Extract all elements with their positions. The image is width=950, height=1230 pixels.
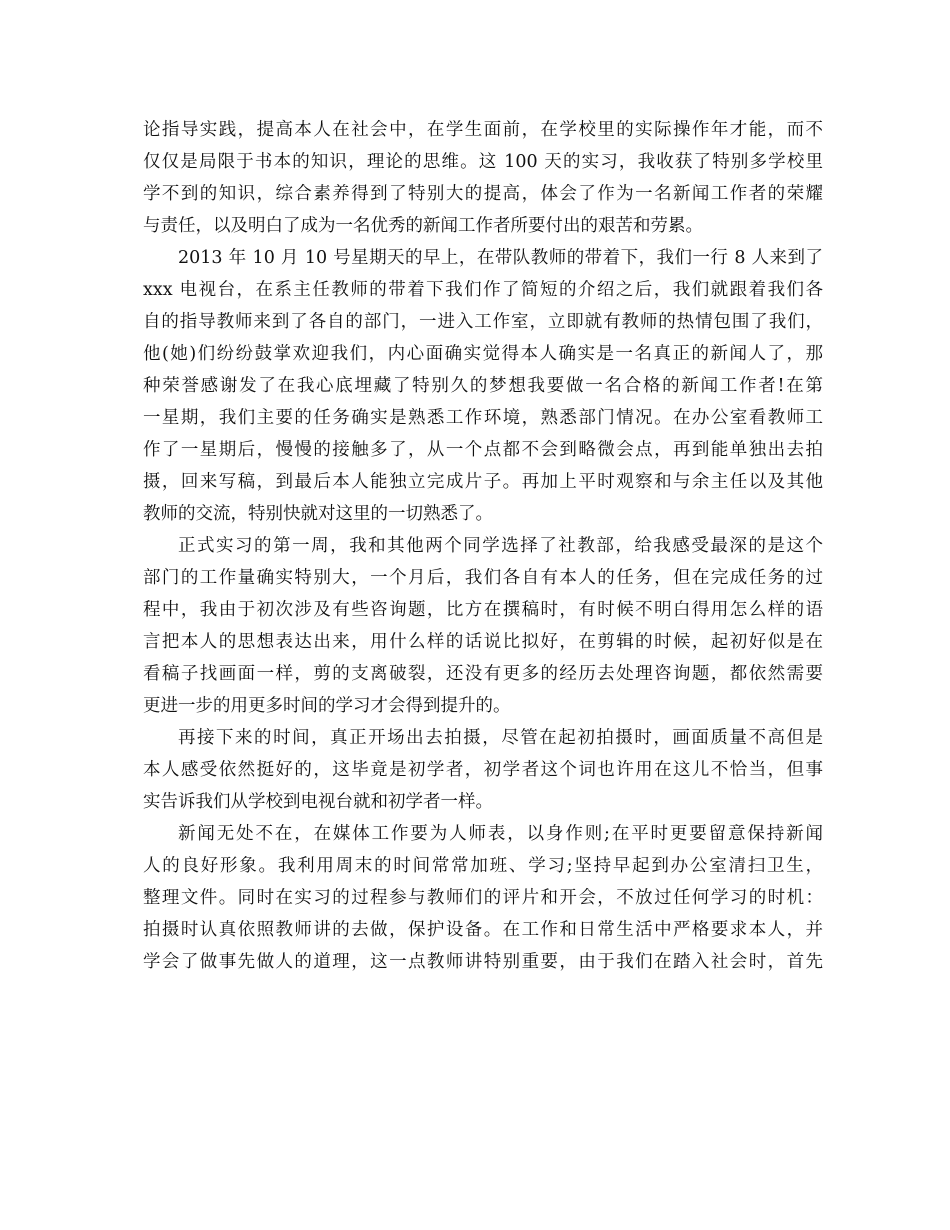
text-line: 正式实习的第一周，我和其他两个同学选择了社教部，给我感受最深的是这个 <box>178 536 823 556</box>
text-line: 论指导实践，提高本人在社会中，在学生面前，在学校里的实际操作年才能，而不 <box>143 120 823 140</box>
text-line: 学会了做事先做人的道理，这一点教师讲特别重要，由于我们在踏入社会时，首先 <box>143 952 823 972</box>
text-line: 摄，回来写稿，到最后本人能独立完成片子。再加上平时观察和与余主任以及其他 <box>143 472 823 492</box>
text-line: 自的指导教师来到了各自的部门，一进入工作室，立即就有教师的热情包围了我们， <box>143 312 823 332</box>
text-line: 新闻无处不在，在媒体工作要为人师表，以身作则;在平时更要留意保持新闻 <box>178 824 823 844</box>
document-body <box>143 114 823 978</box>
text-line: xxx 电视台，在系主任教师的带着下我们作了简短的介绍之后，我们就跟着我们各 <box>143 280 823 300</box>
text-line: 学不到的知识，综合素养得到了特别大的提高，体会了作为一名新闻工作者的荣耀 <box>143 184 823 204</box>
text-line: 整理文件。同时在实习的过程参与教师们的评片和开会，不放过任何学习的时机： <box>143 888 823 908</box>
text-line: 与责任，以及明白了成为一名优秀的新闻工作者所要付出的艰苦和劳累。 <box>143 216 703 236</box>
text-line: 本人感受依然挺好的，这毕竟是初学者，初学者这个词也许用在这儿不恰当，但事 <box>143 760 823 780</box>
text-line: 人的良好形象。我利用周末的时间常常加班、学习;坚持早起到办公室清扫卫生， <box>143 856 823 876</box>
text-line: 作了一星期后，慢慢的接触多了，从一个点都不会到略微会点，再到能单独出去拍 <box>143 440 823 460</box>
text-line: 部门的工作量确实特别大，一个月后，我们各自有本人的任务，但在完成任务的过 <box>143 568 823 588</box>
text-line: 言把本人的思想表达出来，用什么样的话说比拟好，在剪辑的时候，起初好似是在 <box>143 632 823 652</box>
paragraph <box>143 722 823 818</box>
text-line: 一星期，我们主要的任务确实是熟悉工作环境，熟悉部门情况。在办公室看教师工 <box>143 408 823 428</box>
paragraph <box>143 818 823 978</box>
text-line: 看稿子找画面一样，剪的支离破裂，还没有更多的经历去处理咨询题，都依然需要 <box>143 664 823 684</box>
text-line: 教师的交流，特别快就对这里的一切熟悉了。 <box>143 504 493 524</box>
paragraph <box>143 530 823 722</box>
text-line: 种荣誉感谢发了在我心底埋藏了特别久的梦想我要做一名合格的新闻工作者!在第 <box>143 376 823 396</box>
paragraph <box>143 114 823 242</box>
text-line: 实告诉我们从学校到电视台就和初学者一样。 <box>143 792 493 812</box>
text-line: 仅仅是局限于书本的知识，理论的思维。这 100 天的实习，我收获了特别多学校里 <box>143 152 823 172</box>
paragraph <box>143 242 823 530</box>
text-line: 再接下来的时间，真正开场出去拍摄，尽管在起初拍摄时，画面质量不高但是 <box>178 728 823 748</box>
text-line: 更进一步的用更多时间的学习才会得到提升的。 <box>143 696 511 716</box>
text-line: 2013 年 10 月 10 号星期天的早上，在带队教师的带着下，我们一行 8 人来到了 <box>178 248 823 268</box>
text-line: 他(她)们纷纷鼓掌欢迎我们，内心面确实觉得本人确实是一名真正的新闻人了，那 <box>143 344 823 364</box>
text-line: 程中，我由于初次涉及有些咨询题，比方在撰稿时，有时候不明白得用怎么样的语 <box>143 600 823 620</box>
text-line: 拍摄时认真依照教师讲的去做，保护设备。在工作和日常生活中严格要求本人，并 <box>143 920 823 940</box>
